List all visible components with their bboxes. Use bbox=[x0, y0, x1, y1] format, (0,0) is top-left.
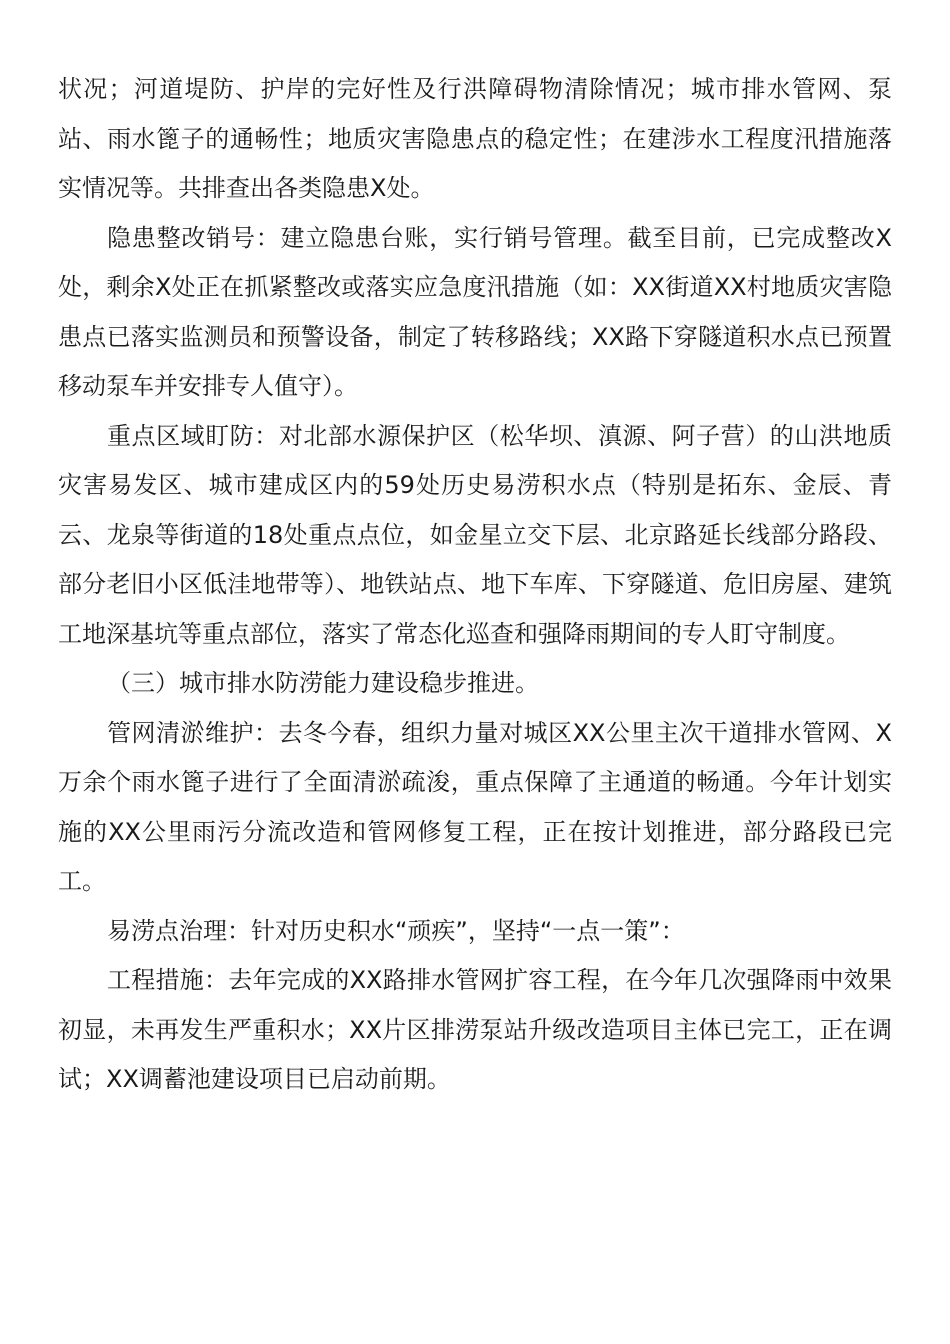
paragraph-key-area-monitoring: 重点区域盯防：对北部水源保护区（松华坝、滇源、阿子营）的山洪地质灾害易发区、城市建成区内的59处历史易涝积水点（特别是拓东、金辰、青云、龙泉等街道的18处重点点位，如金星立交下层、北京路延长线部分路段、部分老旧小区低洼地带等）、地铁站点、地下车库、下穿隧道、危旧房屋、建筑工地深基坑等重点部位，落实了常态化巡查和强降雨期间的专人盯守制度。 bbox=[58, 421, 892, 648]
paragraph-hazard-rectification: 隐患整改销号：建立隐患台账，实行销号管理。截至目前，已完成整改X处，剩余X处正在抓紧整改或落实应急度汛措施（如：XX街道XX村地质灾害隐患点已落实监测员和预警设备，制定了转移路线；XX路下穿隧道积水点已预置移动泵车并安排专人值守）。 bbox=[58, 223, 892, 400]
section-heading: （三）城市排水防涝能力建设稳步推进。 bbox=[107, 669, 539, 697]
paragraph-engineering-measures: 工程措施：去年完成的XX路排水管网扩容工程，在今年几次强降雨中效果初显，未再发生严重积水；XX片区排涝泵站升级改造项目主体已完工，正在调试；XX调蓄池建设项目已启动前期。 bbox=[58, 966, 892, 1093]
paragraph-waterlogging-treatment: 易涝点治理：针对历史积水“顽疾”，坚持“一点一策”： bbox=[107, 916, 685, 945]
document-body bbox=[58, 65, 892, 1105]
paragraph-pipe-dredging: 管网清淤维护：去冬今春，组织力量对城区XX公里主次干道排水管网、X万余个雨水篦子进行了全面清淤疏浚，重点保障了主通道的畅通。今年计划实施的XX公里雨污分流改造和管网修复工程，正在按计划推进，部分路段已完工。 bbox=[58, 718, 892, 895]
paragraph-continuation: 状况；河道堤防、护岸的完好性及行洪障碍物清除情况；城市排水管网、泵站、雨水篦子的通畅性；地质灾害隐患点的稳定性；在建涉水工程度汛措施落实情况等。共排查出各类隐患X处。 bbox=[58, 75, 892, 202]
